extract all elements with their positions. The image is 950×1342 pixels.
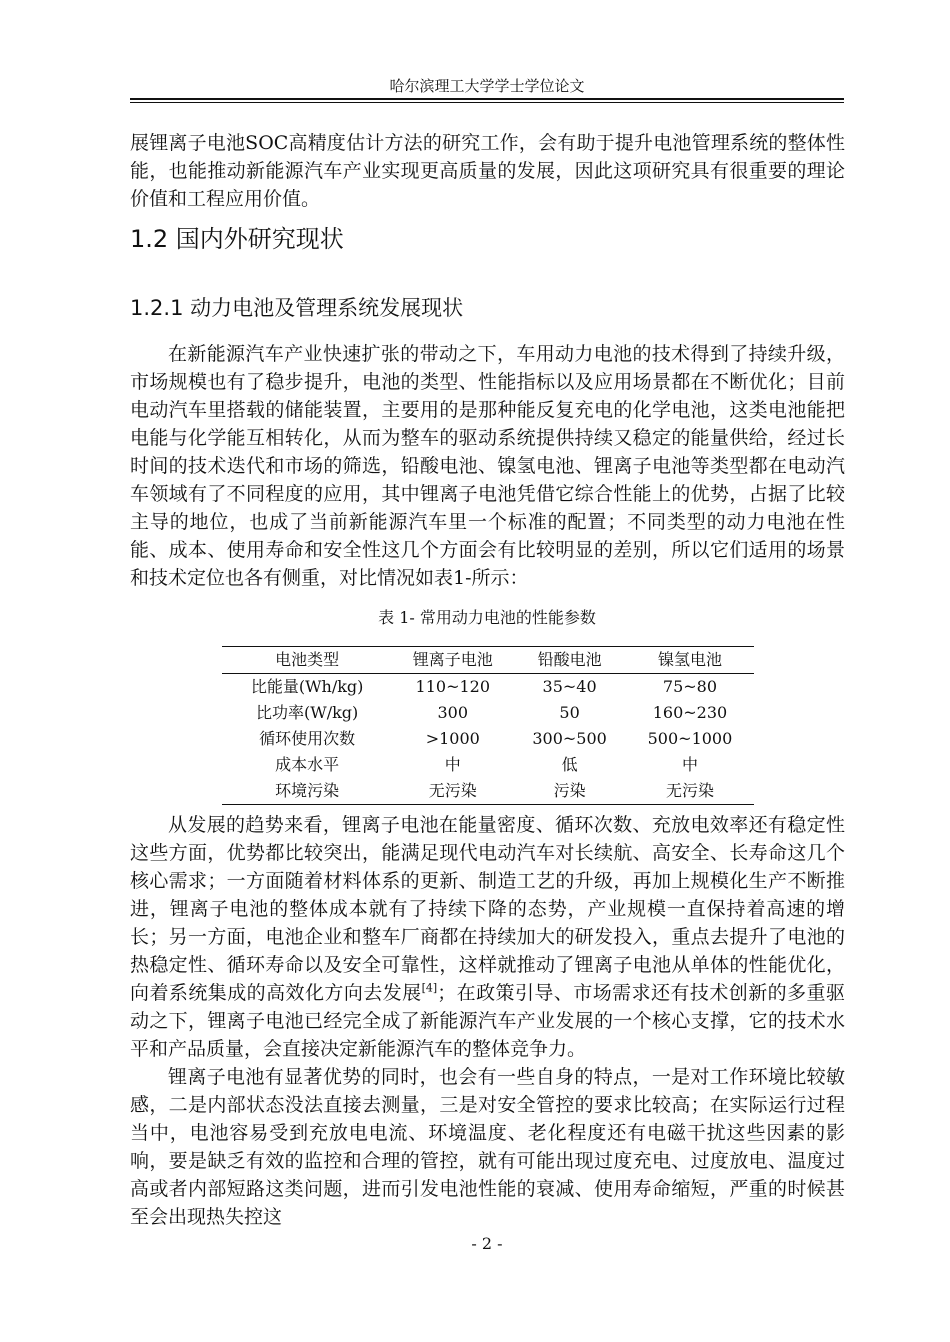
continuation-paragraph: 展锂离子电池SOC高精度估计方法的研究工作，会有助于提升电池管理系统的整体性能，也能推动新能源汽车产业实现更高质量的发展，因此这项研究具有很重要的理论价值和工程应用价值。	[130, 132, 845, 210]
table-row	[222, 778, 754, 805]
table-cell: 污染	[553, 781, 586, 800]
table-row	[222, 700, 754, 726]
body-paragraph-2	[130, 811, 845, 1063]
table-header-cell: 锂离子电池	[412, 650, 493, 669]
table-cell: 160~230	[652, 703, 728, 722]
table-cell: 比能量(Wh/kg)	[250, 677, 364, 696]
table-cell: 300~500	[532, 729, 607, 748]
citation-reference[interactable]: [4]	[421, 981, 438, 995]
body-paragraph-1: 在新能源汽车产业快速扩张的带动之下，车用动力电池的技术得到了持续升级，市场规模也有了稳步提升，电池的类型、性能指标以及应用场景都在不断优化；目前电动汽车里搭载的储能装置，主要用的是那种能反复充电的化学电池，这类电池能把电能与化学能互相转化，从而为整车的驱动系统提供持续又稳定的能量供给，经过长时间的技术迭代和市场的筛选，铅酸电池、镍氢电池、锂离子电池等类型都在电动汽车领域有了不同程度的应用，其中锂离子电池凭借它综合性能上的优势，占据了比较主导的地位，也成了当前新能源汽车里一个标准的配置；不同类型的动力电池在性能、成本、使用寿命和安全性这几个方面会有比较明显的差别，所以它们适用的场景和技术定位也各有侧重，对比情况如表1-所示：	[130, 343, 845, 589]
table-cell: 无污染	[665, 781, 714, 800]
table-cell: >1000	[425, 729, 480, 748]
table-cell: 500~1000	[647, 729, 733, 748]
table-cell: 成本水平	[275, 755, 340, 774]
table-cell: 无污染	[428, 781, 477, 800]
running-header: 哈尔滨理工大学学士学位论文	[389, 77, 585, 95]
table-cell: 300	[437, 703, 469, 722]
table-cell: 75~80	[662, 677, 718, 696]
table-cell: 50	[559, 703, 580, 722]
table-caption: 表 1- 常用动力电池的性能参数	[378, 608, 596, 627]
header-rule-thin	[130, 102, 844, 103]
body-paragraph-3: 锂离子电池有显著优势的同时，也会有一些自身的特点，一是对工作环境比较敏感，二是内部状态没法直接去测量，三是对安全管控的要求比较高；在实际运行过程当中，电池容易受到充放电电流、环境温度、老化程度还有电磁干扰这些因素的影响，要是缺乏有效的监控和合理的管控，就有可能出现过度充电、过度放电、温度过高或者内部短路这类问题，进而引发电池性能的衰减、使用寿命缩短，严重的时候甚至会出现热失控这	[130, 1066, 845, 1228]
table-cell: 中	[444, 755, 461, 774]
table-row	[222, 726, 754, 752]
table-cell: 环境污染	[275, 781, 340, 800]
paragraph-2-text-after: ；在政策引导、市场需求还有技术创新的多重驱动之下，锂离子电池已经完全成了新能源汽车产业发展的一个核心支撑，它的技术水平和产品质量，会直接决定新能源汽车的整体竞争力。	[130, 982, 845, 1060]
page-number: - 2 -	[471, 1234, 503, 1253]
paragraph-2-text-before: 从发展的趋势来看，锂离子电池在能量密度、循环次数、充放电效率还有稳定性这些方面，优势都比较突出，能满足现代电动汽车对长续航、高安全、长寿命这几个核心需求；一方面随着材料体系的更新、制造工艺的升级，再加上规模化生产不断推进，锂离子电池的整体成本就有了持续下降的态势，产业规模一直保持着高速的增长；另一方面，电池企业和整车厂商都在持续加大的研发投入，重点去提升了电池的热稳定性、循环寿命以及安全可靠性，这样就推动了锂离子电池从单体的性能优化，向着系统集成的高效化方向去发展	[130, 814, 845, 1004]
table-header-cell: 电池类型	[275, 650, 340, 669]
battery-parameter-table	[222, 646, 754, 805]
section-heading: 1.2 国内外研究现状	[130, 225, 344, 253]
table-header-cell: 镍氢电池	[657, 650, 722, 669]
table-header-row	[222, 647, 754, 674]
subsection-heading: 1.2.1 动力电池及管理系统发展现状	[130, 296, 464, 320]
table-cell: 中	[681, 755, 698, 774]
table-cell: 循环使用次数	[259, 729, 356, 748]
table-row	[222, 674, 754, 701]
table-cell: 110~120	[415, 677, 491, 696]
table-cell: 低	[561, 755, 578, 774]
table-header-cell: 铅酸电池	[537, 650, 602, 669]
table-cell: 比功率(W/kg)	[256, 703, 359, 722]
table-cell: 35~40	[542, 677, 597, 696]
header-rule-thick	[130, 98, 844, 100]
table-row	[222, 752, 754, 778]
